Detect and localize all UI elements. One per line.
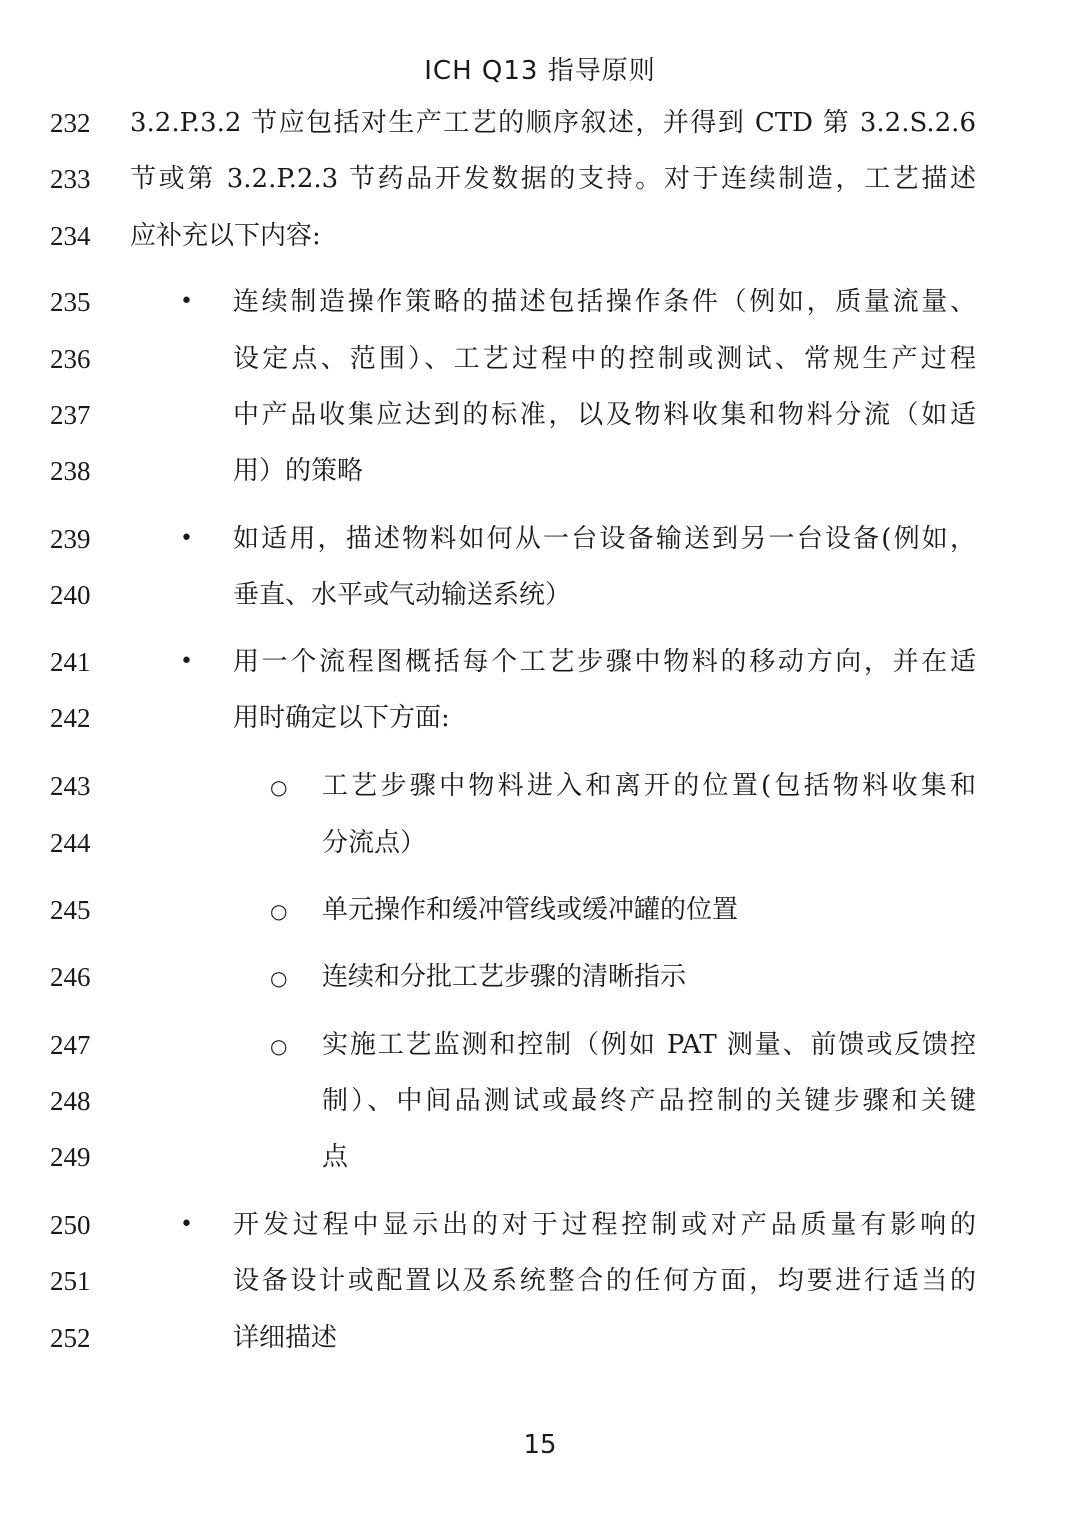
line-text: 详细描述: [233, 1323, 338, 1353]
line-number: 232: [50, 108, 91, 138]
line-number: 245: [50, 895, 91, 925]
line-number: 247: [50, 1030, 91, 1060]
sub-bullet-marker: ○: [270, 1034, 288, 1058]
document-line: [0, 815, 1080, 871]
line-text: 应补充以下内容:: [130, 221, 321, 251]
document-line: [0, 331, 1080, 387]
document-line: [0, 208, 1080, 264]
line-text: 分流点）: [322, 828, 427, 858]
document-line: [0, 387, 1080, 443]
document-line: [0, 1310, 1080, 1366]
line-text: 点: [322, 1142, 349, 1172]
line-number: 234: [50, 221, 91, 251]
document-line: [0, 882, 1080, 938]
document-line: [0, 1073, 1080, 1129]
bullet-marker: •: [180, 1212, 193, 1237]
line-number: 248: [50, 1086, 91, 1116]
line-text: 设备设计或配置以及系统整合的任何方面，均要进行适当的: [233, 1266, 976, 1296]
line-text: 设定点、范围）、工艺过程中的控制或测试、常规生产过程: [233, 344, 976, 374]
document-line: [0, 1197, 1080, 1253]
document-line: [0, 690, 1080, 746]
document-line: [0, 443, 1080, 499]
line-number: 243: [50, 771, 91, 801]
line-number: 249: [50, 1142, 91, 1172]
line-number: 241: [50, 647, 91, 677]
line-text: 3.2.P.3.2 节应包括对生产工艺的顺序叙述，并得到 CTD 第 3.2.S.2.6: [130, 108, 976, 138]
line-text: 单元操作和缓冲管线或缓冲罐的位置: [322, 895, 739, 925]
line-text: 制）、中间品测试或最终产品控制的关键步骤和关键: [322, 1086, 976, 1116]
line-text: 用时确定以下方面:: [233, 703, 450, 733]
sub-bullet-marker: ○: [270, 899, 288, 923]
page-header-title: ICH Q13 指导原则: [424, 56, 656, 86]
line-text: 用一个流程图概括每个工艺步骤中物料的移动方向，并在适: [233, 647, 976, 677]
sub-bullet-marker: ○: [270, 966, 288, 990]
bullet-marker: •: [180, 526, 193, 551]
line-number: 250: [50, 1210, 91, 1240]
line-text: 连续和分批工艺步骤的清晰指示: [322, 962, 687, 992]
page-number: 15: [523, 1430, 557, 1460]
document-line: [0, 274, 1080, 330]
bullet-marker: •: [180, 649, 193, 674]
line-text: 用）的策略: [233, 456, 364, 486]
line-text: 开发过程中显示出的对于过程控制或对产品质量有影响的: [233, 1210, 976, 1240]
sub-bullet-marker: ○: [270, 775, 288, 799]
line-text: 连续制造操作策略的描述包括操作条件（例如，质量流量、: [233, 287, 976, 317]
bullet-marker: •: [180, 289, 193, 314]
line-number: 235: [50, 287, 91, 317]
line-number: 236: [50, 344, 91, 374]
document-line: [0, 1129, 1080, 1185]
line-number: 242: [50, 703, 91, 733]
line-text: 中产品收集应达到的标准，以及物料收集和物料分流（如适: [233, 400, 976, 430]
document-line: [0, 949, 1080, 1005]
line-text: 如适用，描述物料如何从一台设备输送到另一台设备(例如，: [233, 524, 976, 554]
line-number: 244: [50, 828, 91, 858]
document-line: [0, 567, 1080, 623]
document-line: [0, 634, 1080, 690]
document-line: [0, 758, 1080, 814]
line-number: 238: [50, 456, 91, 486]
document-line: [0, 151, 1080, 207]
line-number: 252: [50, 1323, 91, 1353]
line-number: 240: [50, 580, 91, 610]
line-text: 垂直、水平或气动输送系统）: [233, 580, 572, 610]
line-number: 237: [50, 400, 91, 430]
line-text: 工艺步骤中物料进入和离开的位置(包括物料收集和: [322, 771, 976, 801]
line-number: 233: [50, 164, 91, 194]
document-line: [0, 95, 1080, 151]
line-number: 246: [50, 962, 91, 992]
line-text: 节或第 3.2.P.2.3 节药品开发数据的支持。对于连续制造，工艺描述: [130, 164, 976, 194]
document-line: [0, 1253, 1080, 1309]
line-number: 239: [50, 524, 91, 554]
document-line: [0, 511, 1080, 567]
document-line: [0, 1017, 1080, 1073]
line-text: 实施工艺监测和控制（例如 PAT 测量、前馈或反馈控: [322, 1030, 976, 1060]
line-number: 251: [50, 1266, 91, 1296]
